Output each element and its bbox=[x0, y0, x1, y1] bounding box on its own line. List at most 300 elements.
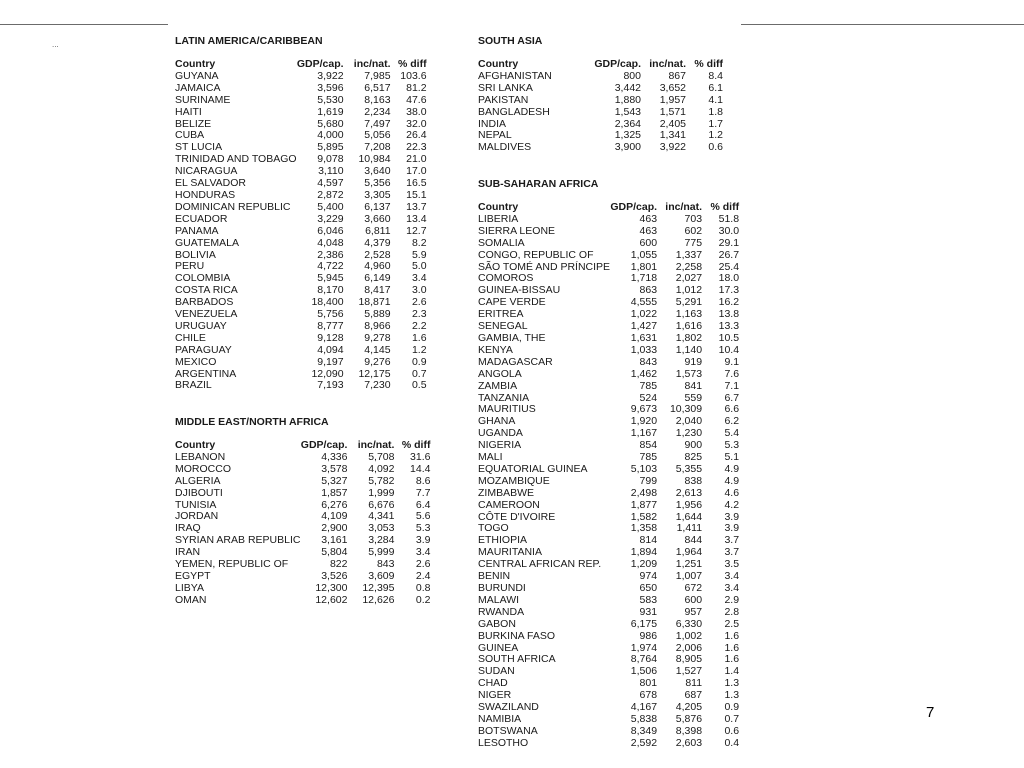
inc-cell: 1,616 bbox=[675, 320, 703, 333]
country-cell: MALI bbox=[478, 451, 503, 464]
section-title: LATIN AMERICA/CARIBBEAN bbox=[175, 35, 323, 47]
country-cell: COLOMBIA bbox=[175, 272, 231, 285]
diff-cell: 15.1 bbox=[406, 188, 427, 201]
country-cell: TANZANIA bbox=[478, 391, 530, 404]
inc-cell: 1,411 bbox=[676, 522, 703, 535]
diff-cell: 0.7 bbox=[411, 367, 427, 380]
inc-cell: 703 bbox=[684, 212, 703, 225]
diff-cell: 3.5 bbox=[724, 558, 740, 571]
country-cell: CONGO, REPUBLIC OF bbox=[478, 248, 594, 261]
gdp-cell: 4,048 bbox=[317, 236, 344, 249]
gdp-cell: 3,922 bbox=[317, 69, 344, 82]
country-cell: RWANDA bbox=[478, 605, 525, 618]
country-cell: BOTSWANA bbox=[478, 724, 538, 737]
inc-cell: 5,708 bbox=[368, 450, 395, 463]
gdp-cell: 463 bbox=[639, 224, 658, 237]
gdp-cell: 5,327 bbox=[321, 474, 348, 487]
gdp-cell: 7,193 bbox=[317, 379, 344, 392]
inc-cell: 1,527 bbox=[675, 665, 703, 678]
country-cell: EL SALVADOR bbox=[175, 177, 246, 190]
inc-cell: 6,137 bbox=[364, 200, 391, 213]
table-row bbox=[478, 488, 739, 500]
country-cell: LIBERIA bbox=[478, 212, 519, 225]
south-asia-section bbox=[478, 35, 723, 154]
diff-cell: 3.4 bbox=[415, 546, 431, 559]
diff-cell: 1.3 bbox=[724, 677, 740, 690]
diff-cell: 4.9 bbox=[724, 474, 740, 487]
diff-cell: 5.0 bbox=[411, 260, 427, 273]
inc-cell: 3,660 bbox=[364, 212, 391, 225]
inc-cell: 843 bbox=[376, 558, 395, 571]
top-rule-right bbox=[741, 24, 1024, 25]
gdp-cell: 9,673 bbox=[630, 403, 658, 416]
inc-cell: 3,609 bbox=[368, 569, 395, 582]
country-cell: TOGO bbox=[478, 522, 509, 535]
table-row bbox=[175, 464, 430, 476]
gdp-cell: 4,555 bbox=[630, 296, 658, 309]
diff-cell: 26.7 bbox=[718, 248, 740, 261]
country-cell: SWAZILAND bbox=[478, 701, 539, 714]
gdp-cell: 1,877 bbox=[630, 498, 658, 511]
gdp-cell: 3,110 bbox=[318, 165, 344, 178]
diff-cell: 1.7 bbox=[708, 117, 723, 130]
gdp-cell: 9,197 bbox=[317, 355, 344, 368]
inc-cell: 919 bbox=[684, 355, 703, 368]
diff-cell: 2.6 bbox=[415, 558, 431, 571]
gdp-cell: 8,349 bbox=[630, 724, 658, 737]
diff-cell: 7.6 bbox=[724, 367, 740, 380]
country-cell: COMOROS bbox=[478, 272, 534, 285]
gdp-cell: 800 bbox=[623, 69, 641, 82]
table-row bbox=[478, 500, 739, 512]
country-cell: EGYPT bbox=[175, 569, 211, 582]
diff-cell: 103.6 bbox=[400, 69, 427, 82]
country-cell: LEBANON bbox=[175, 450, 226, 463]
gdp-cell: 1,631 bbox=[630, 331, 658, 344]
inc-cell: 1,956 bbox=[675, 498, 703, 511]
inc-cell: 5,889 bbox=[364, 308, 391, 321]
inc-cell: 7,208 bbox=[364, 141, 391, 154]
diff-cell: 8.2 bbox=[411, 236, 427, 249]
inc-cell: 3,640 bbox=[364, 165, 391, 178]
table-row bbox=[478, 369, 739, 381]
table-body bbox=[175, 452, 430, 607]
inc-cell: 6,517 bbox=[364, 81, 391, 94]
gdp-cell: 5,400 bbox=[317, 200, 344, 213]
inc-cell: 867 bbox=[668, 69, 686, 82]
header-gdp: GDP/cap. bbox=[296, 58, 344, 70]
table-row bbox=[175, 333, 427, 345]
diff-cell: 51.8 bbox=[718, 212, 740, 225]
diff-cell: 5.4 bbox=[724, 427, 740, 440]
table-body bbox=[478, 214, 739, 750]
country-cell: SOUTH AFRICA bbox=[478, 653, 556, 666]
country-cell: SÃO TOMÉ AND PRÍNCIPE bbox=[478, 260, 611, 273]
gdp-cell: 3,900 bbox=[614, 141, 641, 154]
country-cell: PERU bbox=[175, 260, 205, 273]
gdp-cell: 2,364 bbox=[614, 117, 641, 130]
country-cell: HONDURAS bbox=[175, 188, 236, 201]
inc-cell: 4,341 bbox=[368, 510, 395, 523]
inc-cell: 900 bbox=[684, 439, 703, 452]
country-cell: GUINEA bbox=[478, 641, 519, 654]
corner-marker: ... bbox=[52, 40, 59, 49]
diff-cell: 32.0 bbox=[406, 117, 427, 130]
diff-cell: 1.8 bbox=[708, 105, 723, 118]
gdp-cell: 1,427 bbox=[630, 320, 658, 333]
diff-cell: 3.9 bbox=[724, 510, 740, 523]
inc-cell: 844 bbox=[684, 534, 703, 547]
inc-cell: 6,676 bbox=[368, 498, 395, 511]
inc-cell: 8,163 bbox=[364, 93, 391, 106]
gdp-cell: 4,094 bbox=[317, 343, 344, 356]
inc-cell: 1,802 bbox=[675, 331, 703, 344]
gdp-cell: 524 bbox=[639, 391, 658, 404]
diff-cell: 21.0 bbox=[406, 153, 427, 166]
inc-cell: 8,417 bbox=[364, 284, 391, 297]
gdp-cell: 12,602 bbox=[315, 593, 348, 606]
country-cell: ARGENTINA bbox=[175, 367, 237, 380]
gdp-cell: 974 bbox=[639, 570, 658, 583]
table-row bbox=[478, 631, 739, 643]
country-cell: MOROCCO bbox=[175, 462, 231, 475]
inc-cell: 3,053 bbox=[368, 522, 395, 535]
diff-cell: 6.2 bbox=[724, 415, 740, 428]
diff-cell: 5.3 bbox=[724, 439, 740, 452]
inc-cell: 5,999 bbox=[368, 546, 395, 559]
inc-cell: 1,140 bbox=[675, 343, 703, 356]
diff-cell: 1.6 bbox=[724, 629, 740, 642]
section-title: MIDDLE EAST/NORTH AFRICA bbox=[175, 416, 329, 428]
gdp-cell: 5,680 bbox=[317, 117, 344, 130]
country-cell: JAMAICA bbox=[175, 81, 221, 94]
country-cell: JORDAN bbox=[175, 510, 219, 523]
country-cell: SUDAN bbox=[478, 665, 515, 678]
inc-cell: 4,960 bbox=[364, 260, 391, 273]
gdp-cell: 5,838 bbox=[630, 712, 658, 725]
inc-cell: 12,175 bbox=[358, 367, 391, 380]
inc-cell: 5,356 bbox=[364, 177, 391, 190]
inc-cell: 5,355 bbox=[675, 462, 703, 475]
table-body bbox=[175, 71, 427, 392]
gdp-cell: 1,894 bbox=[630, 546, 658, 559]
diff-cell: 30.0 bbox=[718, 224, 740, 237]
gdp-cell: 5,895 bbox=[317, 141, 344, 154]
header-country: Country bbox=[175, 58, 216, 70]
gdp-cell: 678 bbox=[639, 689, 658, 702]
country-cell: ZIMBABWE bbox=[478, 486, 535, 499]
diff-cell: 0.9 bbox=[411, 355, 427, 368]
inc-cell: 2,234 bbox=[364, 105, 391, 118]
country-cell: GUYANA bbox=[175, 69, 219, 82]
gdp-cell: 1,167 bbox=[630, 427, 658, 440]
inc-cell: 12,395 bbox=[362, 581, 395, 594]
gdp-cell: 2,872 bbox=[317, 188, 344, 201]
diff-cell: 2.3 bbox=[411, 308, 427, 321]
inc-cell: 4,092 bbox=[368, 462, 395, 475]
diff-cell: 2.8 bbox=[724, 605, 740, 618]
diff-cell: 1.6 bbox=[724, 641, 740, 654]
inc-cell: 9,276 bbox=[364, 355, 391, 368]
gdp-cell: 4,336 bbox=[321, 450, 348, 463]
gdp-cell: 1,358 bbox=[630, 522, 658, 535]
header-diff: % diff bbox=[694, 58, 723, 70]
diff-cell: 0.7 bbox=[724, 712, 740, 725]
country-cell: DOMINICAN REPUBLIC bbox=[175, 200, 291, 213]
gdp-cell: 1,801 bbox=[630, 260, 658, 273]
country-cell: ERITREA bbox=[478, 308, 524, 321]
inc-cell: 5,782 bbox=[368, 474, 395, 487]
inc-cell: 7,497 bbox=[364, 117, 391, 130]
country-cell: PAKISTAN bbox=[478, 93, 529, 106]
inc-cell: 6,149 bbox=[364, 272, 391, 285]
gdp-cell: 785 bbox=[639, 379, 658, 392]
middle-east-section bbox=[175, 416, 430, 607]
country-cell: LIBYA bbox=[175, 581, 204, 594]
gdp-cell: 1,209 bbox=[630, 558, 658, 571]
table-row bbox=[478, 619, 739, 631]
inc-cell: 2,258 bbox=[675, 260, 703, 273]
country-cell: GUINEA-BISSAU bbox=[478, 284, 561, 297]
gdp-cell: 463 bbox=[639, 212, 658, 225]
header-country: Country bbox=[175, 439, 216, 451]
diff-cell: 5.6 bbox=[415, 510, 431, 523]
inc-cell: 1,251 bbox=[675, 558, 703, 571]
diff-cell: 1.4 bbox=[724, 665, 740, 678]
table-row bbox=[478, 381, 739, 393]
table-row bbox=[175, 214, 427, 226]
inc-cell: 775 bbox=[684, 236, 703, 249]
inc-cell: 1,957 bbox=[659, 93, 686, 106]
header-country: Country bbox=[478, 58, 519, 70]
table-row bbox=[478, 83, 723, 95]
inc-cell: 1,999 bbox=[368, 486, 395, 499]
gdp-cell: 12,300 bbox=[315, 581, 348, 594]
inc-cell: 4,379 bbox=[364, 236, 391, 249]
country-cell: BRAZIL bbox=[175, 379, 212, 392]
country-cell: INDIA bbox=[478, 117, 507, 130]
gdp-cell: 801 bbox=[639, 677, 658, 690]
table-row bbox=[478, 607, 739, 619]
header-inc: inc/nat. bbox=[649, 58, 686, 70]
country-cell: CENTRAL AFRICAN REP. bbox=[478, 558, 602, 571]
country-cell: CÔTE D'IVOIRE bbox=[478, 510, 556, 523]
diff-cell: 3.4 bbox=[411, 272, 427, 285]
inc-cell: 3,305 bbox=[364, 188, 391, 201]
diff-cell: 17.0 bbox=[406, 165, 427, 178]
country-cell: PARAGUAY bbox=[175, 343, 232, 356]
inc-cell: 672 bbox=[684, 582, 703, 594]
header-inc: inc/nat. bbox=[665, 201, 703, 213]
diff-cell: 1.2 bbox=[708, 129, 723, 142]
table-row bbox=[478, 345, 739, 357]
gdp-cell: 8,764 bbox=[630, 653, 658, 666]
diff-cell: 14.4 bbox=[410, 462, 431, 475]
sub-saharan-table bbox=[478, 202, 739, 750]
country-cell: ZAMBIA bbox=[478, 379, 518, 392]
gdp-cell: 18,400 bbox=[311, 296, 344, 309]
country-cell: BURKINA FASO bbox=[478, 629, 556, 642]
gdp-cell: 3,578 bbox=[321, 462, 348, 475]
table-row bbox=[478, 226, 739, 238]
diff-cell: 8.4 bbox=[708, 69, 723, 82]
inc-cell: 2,027 bbox=[675, 272, 703, 285]
inc-cell: 4,145 bbox=[364, 343, 391, 356]
diff-cell: 6.4 bbox=[415, 498, 431, 511]
diff-cell: 18.0 bbox=[718, 272, 740, 285]
diff-cell: 6.7 bbox=[724, 391, 740, 404]
diff-cell: 13.8 bbox=[718, 308, 740, 321]
diff-cell: 81.2 bbox=[406, 81, 427, 94]
diff-cell: 4.1 bbox=[708, 93, 723, 106]
gdp-cell: 1,857 bbox=[321, 486, 348, 499]
country-cell: CUBA bbox=[175, 129, 205, 142]
latin-america-table bbox=[175, 59, 427, 392]
inc-cell: 1,163 bbox=[675, 308, 703, 321]
country-cell: MAURITANIA bbox=[478, 546, 542, 559]
country-cell: SRI LANKA bbox=[478, 81, 533, 94]
diff-cell: 5.3 bbox=[415, 522, 431, 535]
gdp-cell: 8,777 bbox=[317, 319, 344, 332]
page-number: 7 bbox=[926, 704, 935, 721]
inc-cell: 957 bbox=[684, 605, 703, 618]
country-cell: COSTA RICA bbox=[175, 284, 238, 297]
country-cell: MALDIVES bbox=[478, 141, 532, 154]
gdp-cell: 1,920 bbox=[630, 415, 658, 428]
country-cell: GABON bbox=[478, 617, 516, 630]
diff-cell: 2.6 bbox=[411, 296, 427, 309]
country-cell: NEPAL bbox=[478, 129, 512, 142]
gdp-cell: 650 bbox=[639, 582, 658, 594]
inc-cell: 1,230 bbox=[675, 427, 703, 440]
country-cell: CHILE bbox=[175, 331, 206, 344]
diff-cell: 0.4 bbox=[724, 736, 740, 749]
inc-cell: 1,337 bbox=[675, 248, 703, 261]
diff-cell: 1.2 bbox=[411, 343, 427, 356]
country-cell: GUATEMALA bbox=[175, 236, 239, 249]
inc-cell: 8,398 bbox=[675, 724, 703, 737]
country-cell: SENEGAL bbox=[478, 320, 528, 333]
country-cell: TRINIDAD AND TOBAGO bbox=[175, 153, 297, 166]
inc-cell: 2,603 bbox=[675, 736, 703, 749]
gdp-cell: 5,530 bbox=[317, 93, 344, 106]
country-cell: MOZAMBIQUE bbox=[478, 474, 550, 487]
table-row bbox=[478, 357, 739, 369]
gdp-cell: 986 bbox=[639, 629, 658, 642]
gdp-cell: 5,945 bbox=[317, 272, 344, 285]
country-cell: HAITI bbox=[175, 105, 202, 118]
header-gdp: GDP/cap. bbox=[610, 201, 658, 213]
diff-cell: 7.7 bbox=[415, 486, 431, 499]
table-row bbox=[478, 738, 739, 750]
inc-cell: 687 bbox=[684, 689, 703, 702]
country-cell: ANGOLA bbox=[478, 367, 522, 380]
inc-cell: 2,613 bbox=[675, 486, 703, 499]
table-row bbox=[478, 142, 723, 154]
gdp-cell: 583 bbox=[639, 593, 658, 606]
gdp-cell: 6,276 bbox=[321, 498, 348, 511]
country-cell: ST LUCIA bbox=[175, 141, 223, 154]
inc-cell: 2,040 bbox=[675, 415, 703, 428]
country-cell: YEMEN, REPUBLIC OF bbox=[175, 558, 289, 571]
inc-cell: 1,964 bbox=[675, 546, 703, 559]
gdp-cell: 822 bbox=[329, 558, 348, 571]
diff-cell: 7.1 bbox=[724, 379, 740, 392]
country-cell: IRAQ bbox=[175, 522, 201, 535]
gdp-cell: 3,596 bbox=[317, 81, 344, 94]
diff-cell: 22.3 bbox=[406, 141, 427, 154]
inc-cell: 5,056 bbox=[364, 129, 391, 142]
country-cell: UGANDA bbox=[478, 427, 523, 440]
diff-cell: 1.6 bbox=[724, 653, 740, 666]
header-gdp: GDP/cap. bbox=[594, 58, 641, 70]
gdp-cell: 4,722 bbox=[317, 260, 344, 273]
gdp-cell: 1,325 bbox=[614, 129, 641, 142]
gdp-cell: 4,167 bbox=[630, 701, 658, 714]
gdp-cell: 2,900 bbox=[321, 522, 348, 535]
gdp-cell: 863 bbox=[639, 284, 658, 297]
table-row bbox=[175, 583, 430, 595]
gdp-cell: 8,170 bbox=[317, 284, 344, 297]
diff-cell: 26.4 bbox=[406, 129, 427, 142]
inc-cell: 6,811 bbox=[365, 224, 391, 237]
table-row bbox=[478, 95, 723, 107]
country-cell: CAMEROON bbox=[478, 498, 540, 511]
diff-cell: 29.1 bbox=[718, 236, 740, 249]
country-cell: MAURITIUS bbox=[478, 403, 536, 416]
diff-cell: 3.7 bbox=[724, 546, 740, 559]
country-cell: ALGERIA bbox=[175, 474, 221, 487]
gdp-cell: 854 bbox=[639, 439, 658, 452]
gdp-cell: 1,462 bbox=[630, 367, 658, 380]
gdp-cell: 4,000 bbox=[317, 129, 344, 142]
diff-cell: 38.0 bbox=[406, 105, 427, 118]
diff-cell: 3.9 bbox=[415, 534, 431, 547]
table-row bbox=[478, 107, 723, 119]
gdp-cell: 1,506 bbox=[630, 665, 658, 678]
inc-cell: 3,284 bbox=[368, 534, 395, 547]
country-cell: OMAN bbox=[175, 593, 207, 606]
diff-cell: 17.3 bbox=[718, 284, 740, 297]
inc-cell: 811 bbox=[685, 677, 703, 690]
country-cell: BELIZE bbox=[175, 117, 212, 130]
diff-cell: 2.2 bbox=[411, 319, 427, 332]
inc-cell: 3,922 bbox=[659, 141, 686, 154]
country-cell: SYRIAN ARAB REPUBLIC bbox=[175, 534, 301, 547]
inc-cell: 18,871 bbox=[358, 296, 391, 309]
diff-cell: 3.0 bbox=[411, 284, 427, 297]
middle-east-table bbox=[175, 440, 430, 607]
diff-cell: 12.7 bbox=[406, 224, 427, 237]
diff-cell: 4.9 bbox=[724, 462, 740, 475]
gdp-cell: 3,526 bbox=[321, 569, 348, 582]
diff-cell: 10.4 bbox=[718, 343, 740, 356]
table-row bbox=[478, 476, 739, 488]
inc-cell: 1,573 bbox=[675, 367, 703, 380]
inc-cell: 6,330 bbox=[675, 617, 703, 630]
table-row bbox=[175, 595, 430, 607]
country-cell: CHAD bbox=[478, 677, 508, 690]
inc-cell: 559 bbox=[684, 391, 703, 404]
inc-cell: 4,205 bbox=[675, 701, 703, 714]
country-cell: IRAN bbox=[175, 546, 201, 559]
gdp-cell: 6,175 bbox=[630, 617, 658, 630]
country-cell: MADAGASCAR bbox=[478, 355, 553, 368]
country-cell: KENYA bbox=[478, 343, 513, 356]
country-cell: DJIBOUTI bbox=[175, 486, 223, 499]
gdp-cell: 6,046 bbox=[317, 224, 344, 237]
gdp-cell: 1,033 bbox=[630, 343, 658, 356]
